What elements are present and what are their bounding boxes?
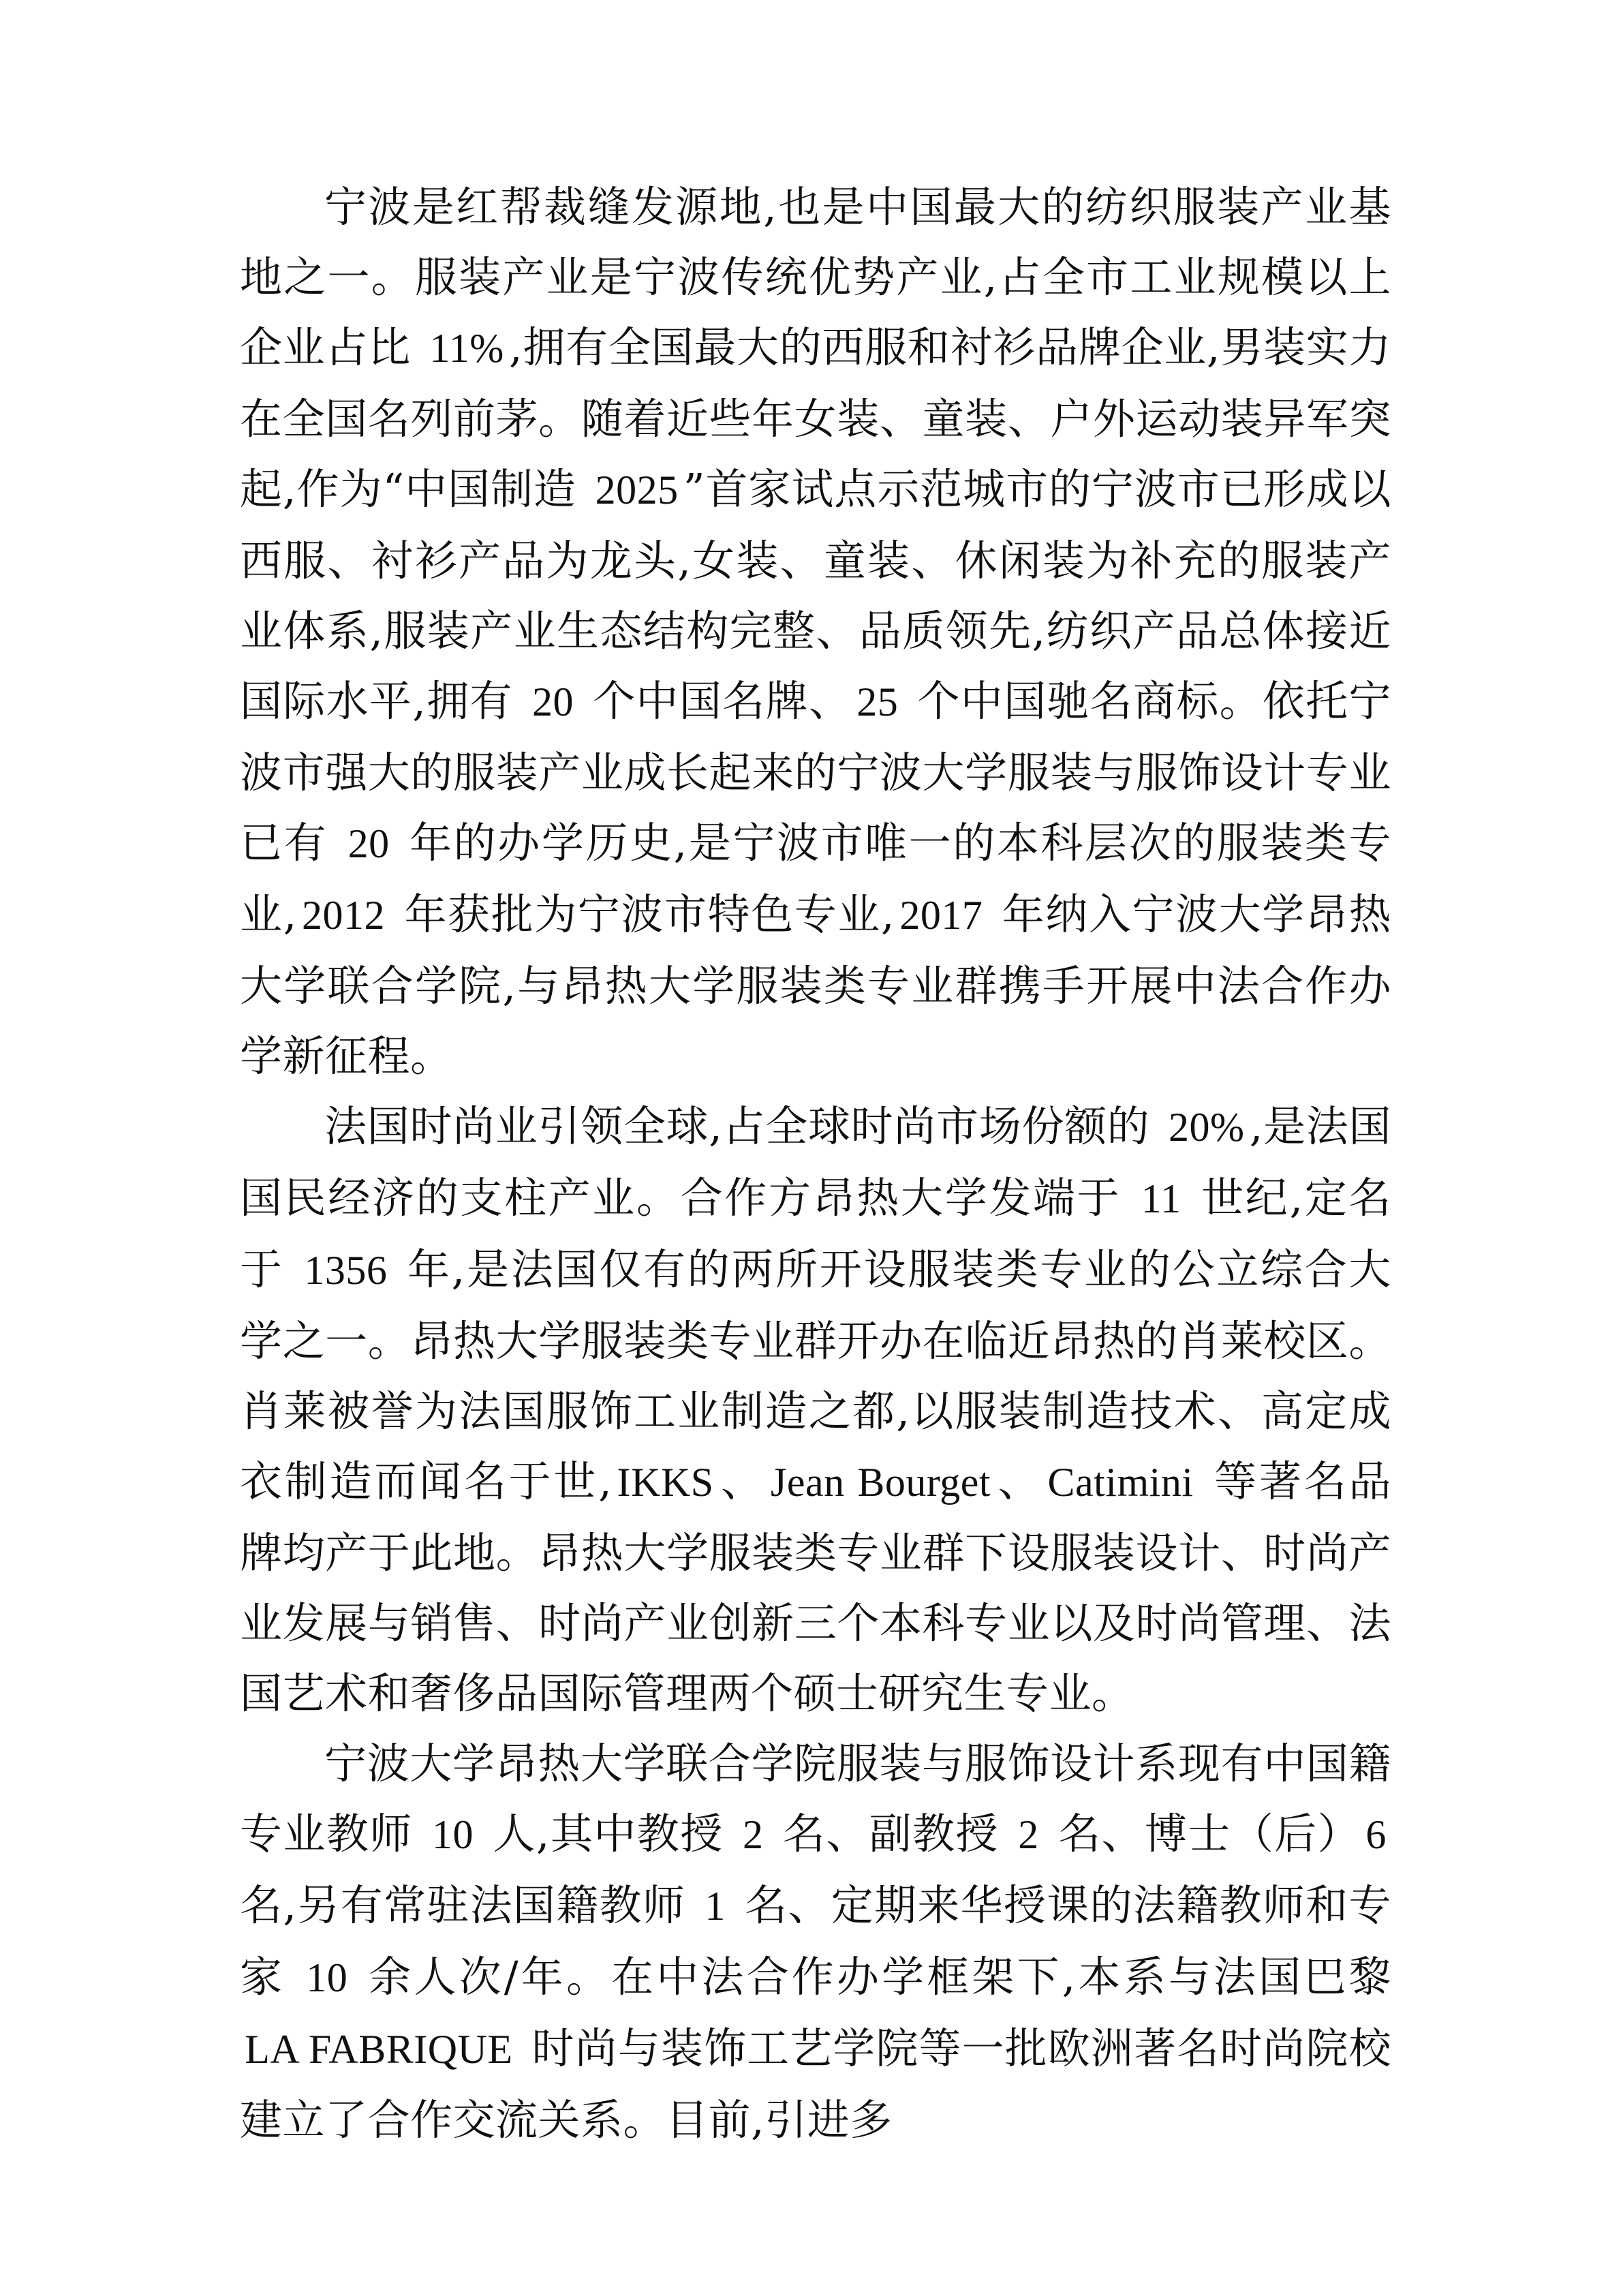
paragraph-3: 宁波大学昂热大学联合学院服装与服饰设计系现有中国籍专业教师 10 人,其中教授 2 名、副教授 2 名、博士（后） 6 名,另有常驻法国籍教师 1 名、定期来华授课的法籍教师和专家 10 余人次/年。在中法合作办学框架下,本系与法国巴黎 LA FABRIQUE 时尚与装饰工艺学院等一批欧洲著名时尚院校建立了合作交流关系。目前,引进多 bbox=[240, 1739, 1391, 2145]
document-text-body bbox=[240, 172, 1391, 2155]
paragraph-1: 宁波是红帮裁缝发源地,也是中国最大的纺织服装产业基地之一。服装产业是宁波传统优势产业,占全市工业规模以上企业占比 11% ,拥有全国最大的西服和衬衫品牌企业,男装实力在全国名列前茅。随着近些年女装、童装、户外运动装异军突起,作为“中国制造 2025 ”首家试点示范城市的宁波市已形成以西服、衬衫产品为龙头,女装、童装、休闲装为补充的服装产业体系,服装产业生态结构完整、品质领先,纺织产品总体接近国际水平,拥有 20 个中国名牌、 25 个中国驰名商标。依托宁波市强大的服装产业成长起来的宁波大学服装与服饰设计专业已有 20 年的办学历史,是宁波市唯一的本科层次的服装类专业, 2012 年获批为宁波市特色专业, 2017 年纳入宁波大学昂热大学联合学院,与昂热大学服装类专业群携手开展中法合作办学新征程。 bbox=[240, 182, 1391, 1081]
paragraph-2: 法国时尚业引领全球,占全球时尚市场份额的 20% ,是法国国民经济的支柱产业。合作方昂热大学发端于 11 世纪,定名于 1356 年,是法国仅有的两所开设服装类专业的公立综合大学之一。昂热大学服装类专业群开办在临近昂热的肖莱校区。肖莱被誉为法国服饰工业制造之都,以服装制造技术、高定成衣制造而闻名于世, IKKS 、 Jean Bourget 、 Catimini 等著名品牌均产于此地。昂热大学服装类专业群下设服装设计、时尚产业发展与销售、时尚产业创新三个本科专业以及时尚管理、法国艺术和奢侈品国际管理两个硕士研究生专业。 bbox=[240, 1101, 1391, 1718]
